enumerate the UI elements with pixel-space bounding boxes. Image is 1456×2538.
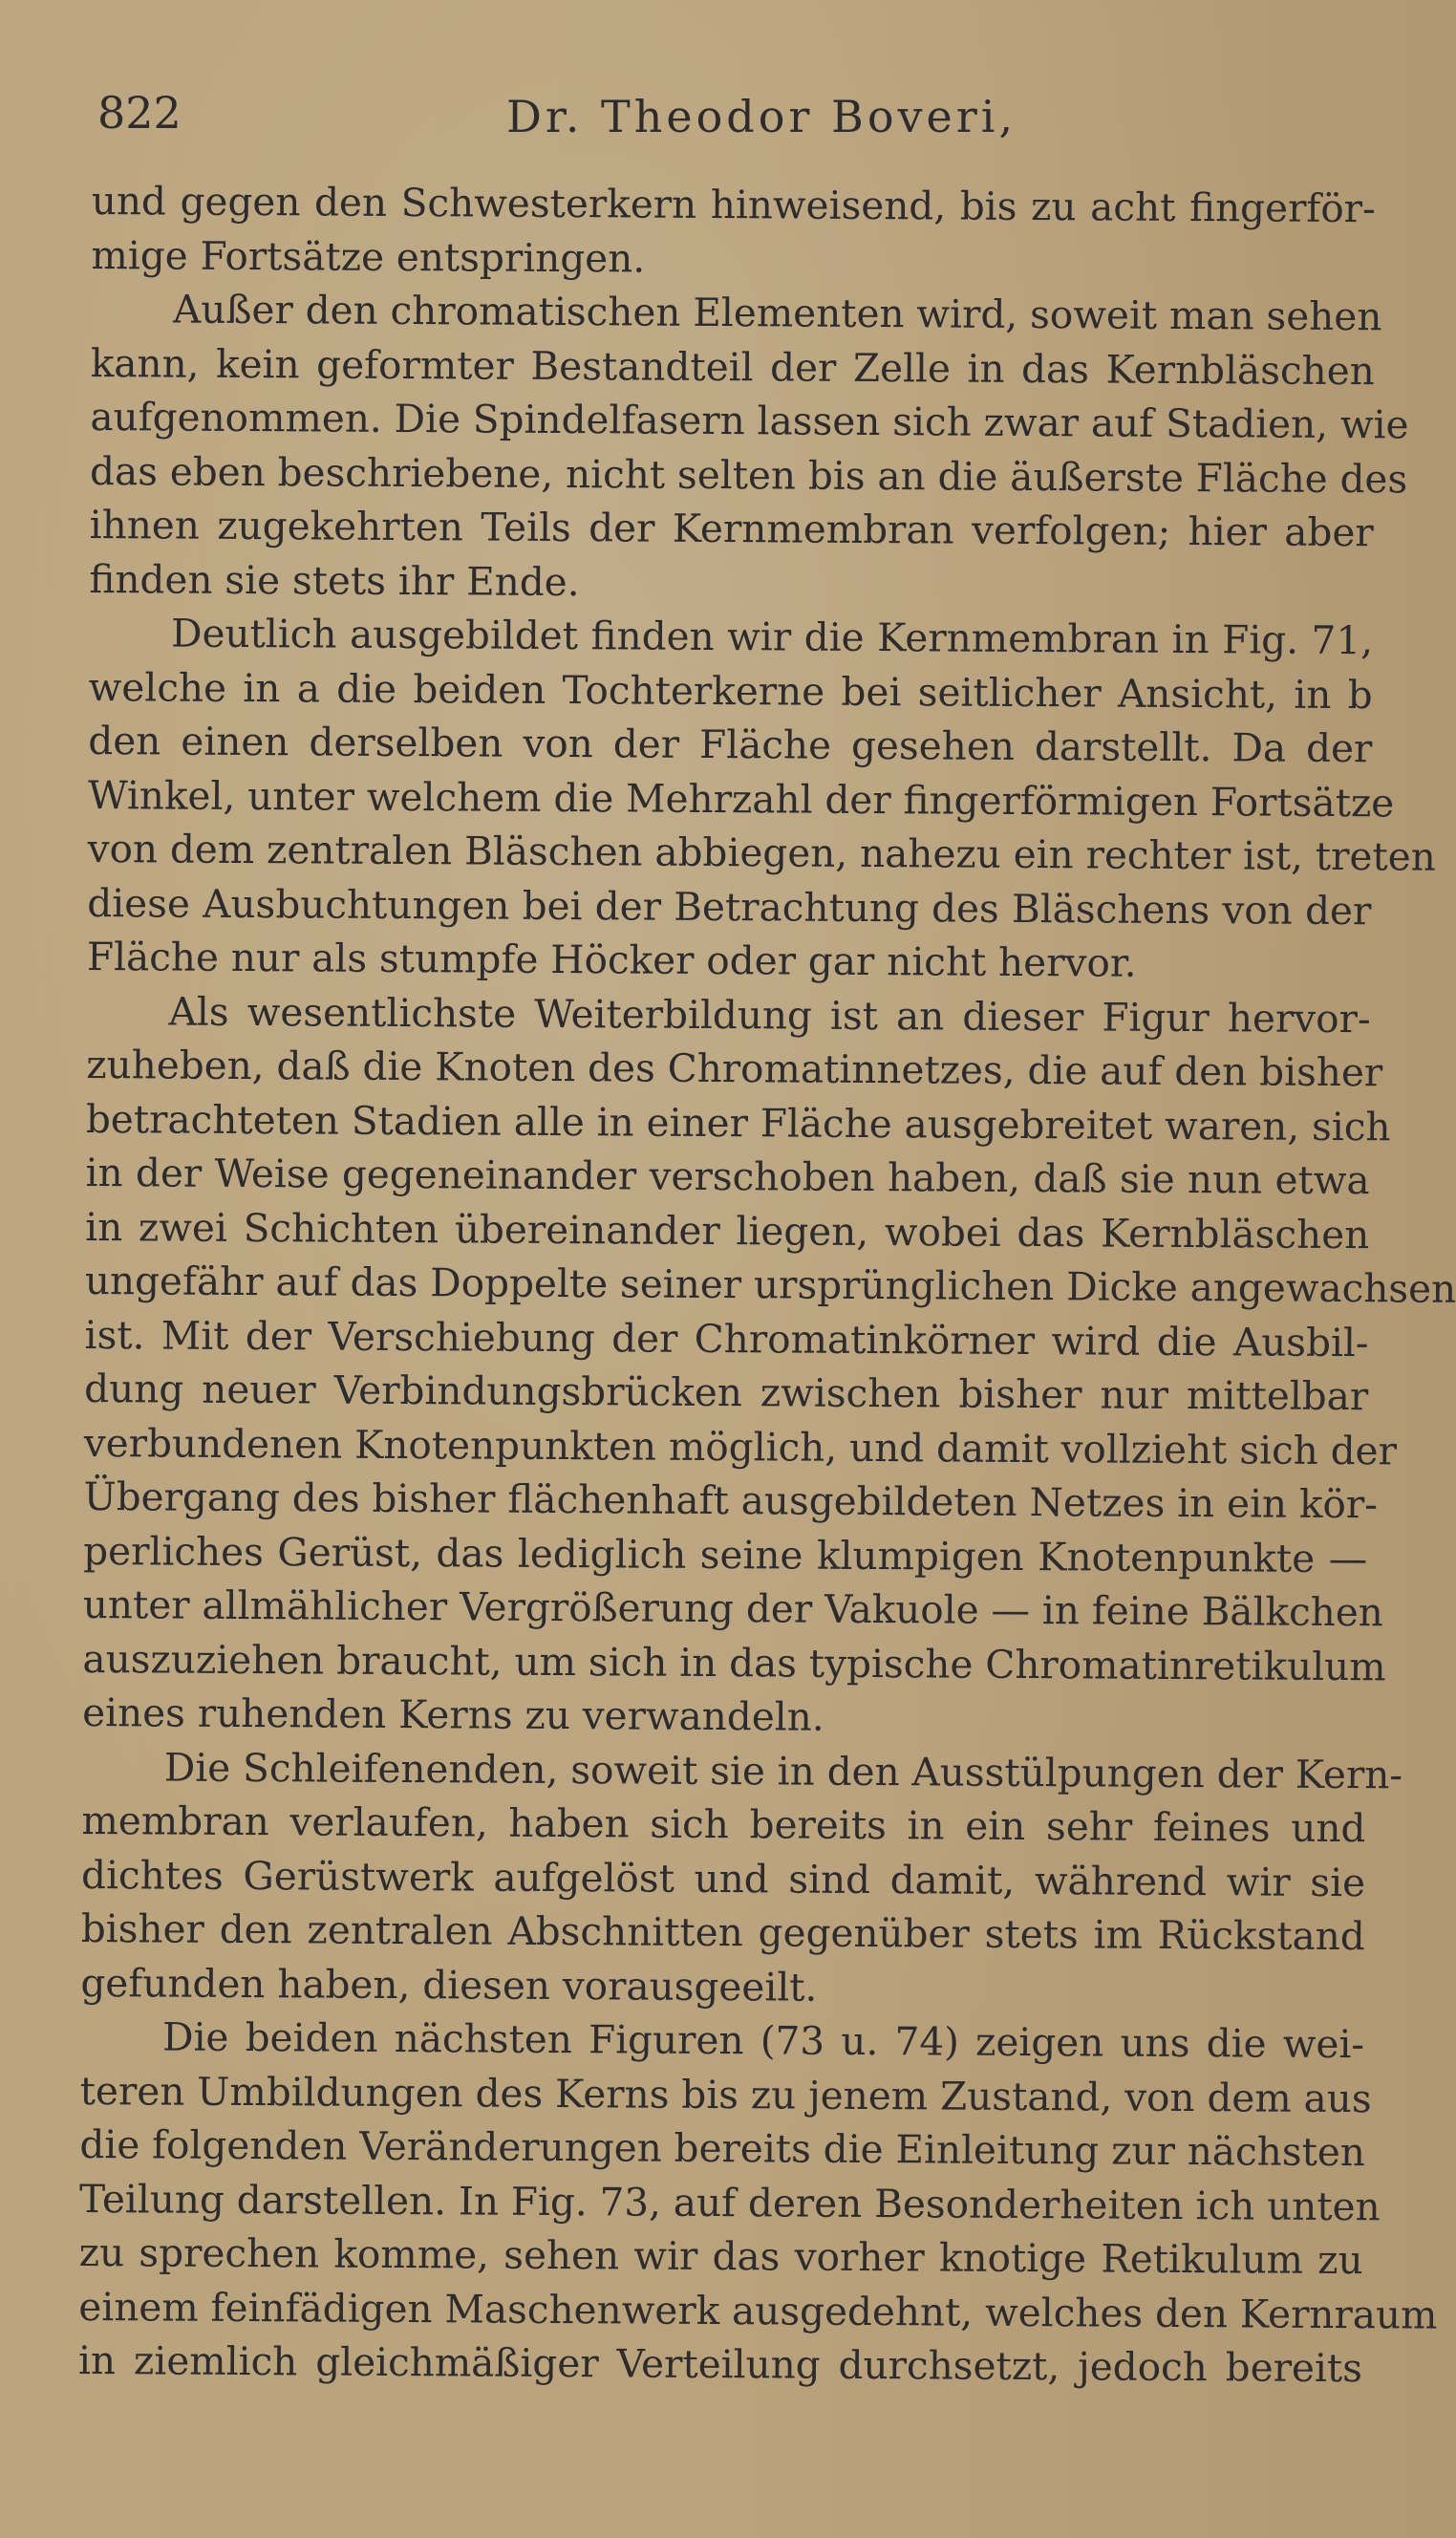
text-line: welche in a die beiden Tochterkerne bei seitlicher Ansicht, in b <box>88 663 1373 718</box>
text-line: Die Schleifenenden, soweit sie in den Ausstülpungen der Kern- <box>163 1743 1403 1797</box>
text-line: in der Weise gegeneinander verschoben haben, daß sie nun etwa <box>85 1149 1370 1204</box>
text-line: dichtes Gerüstwerk aufgelöst und sind damit, während wir sie <box>80 1851 1366 1905</box>
text-line: und gegen den Schwesterkern hinweisend, bis zu acht fingerför- <box>91 177 1376 232</box>
text-line: Übergang des bisher flächenhaft ausgebildeten Netzes in ein kör- <box>83 1473 1379 1528</box>
text-line: Teilung darstellen. In Fig. 73, auf deren Besonderheiten ich unten <box>78 2175 1381 2229</box>
text-line: zu sprechen komme, sehen wir das vorher knotige Retikulum zu <box>78 2228 1363 2284</box>
text-line: perliches Gerüst, das lediglich seine klumpigen Knotenpunkte — <box>83 1527 1368 1581</box>
text-line: Winkel, unter welchem die Mehrzahl der fingerförmigen Fortsätze <box>87 771 1395 826</box>
text-line: gefunden haben, diesen vorausgeeilt. <box>80 1959 818 2011</box>
text-line: Außer den chromatischen Elementen wird, soweit man sehen <box>172 286 1382 340</box>
text-line: membran verlaufen, haben sich bereits in ein sehr feines und <box>81 1796 1366 1852</box>
text-line: ihnen zugekehrten Teils der Kernmembran verfolgen; hier aber <box>89 501 1374 556</box>
text-line: kann, kein geformter Bestandteil der Zelle in das Kernbläschen <box>90 339 1375 394</box>
text-line: in ziemlich gleichmäßiger Verteilung durchsetzt, jedoch bereits <box>77 2336 1363 2392</box>
page-header <box>92 84 1380 141</box>
text-line: unter allmählicher Vergrößerung der Vakuole — in feine Bälkchen <box>82 1581 1384 1636</box>
text-line: die folgenden Veränderungen bereits die Einleitung zur nächsten <box>79 2120 1366 2176</box>
text-line: auszuziehen braucht, um sich in das typische Chromatinretikulum <box>82 1635 1386 1689</box>
text-line: Fläche nur als stumpfe Höcker oder gar nicht hervor. <box>86 933 1137 986</box>
text-line: teren Umbildungen des Kerns bis zu jenem Zustand, von dem aus <box>79 2067 1372 2121</box>
text-line: Die beiden nächsten Figuren (73 u. 74) zeigen uns die wei- <box>161 2013 1365 2068</box>
text-line: das eben beschriebene, nicht selten bis an die äußerste Fläche des <box>89 447 1408 502</box>
text-line: Deutlich ausgebildet finden wir die Kernmembran in Fig. 71, <box>170 610 1374 664</box>
text-line: mige Fortsätze entspringen. <box>91 231 646 282</box>
text-line: betrachteten Stadien alle in einer Fläche ausgebreitet waren, sich <box>85 1095 1391 1150</box>
text-line: finden sie stets ihr Ende. <box>89 555 580 605</box>
text-line: bisher den zentralen Abschnitten gegenüber stets im Rückstand <box>80 1904 1365 1960</box>
text-line: aufgenommen. Die Spindelfasern lassen sich zwar auf Stadien, wie <box>90 393 1409 448</box>
text-line: dung neuer Verbindungsbrücken zwischen bisher nur mittelbar <box>84 1365 1369 1420</box>
text-line: ist. Mit der Verschiebung der Chromatinkörner wird die Ausbil- <box>84 1311 1369 1366</box>
text-line: den einen derselben von der Fläche gesehen darstellt. Da der <box>88 717 1373 772</box>
body-text <box>77 174 1456 2396</box>
text-line: eines ruhenden Kerns zu verwandeln. <box>82 1688 824 1740</box>
text-line: diese Ausbuchtungen bei der Betrachtung des Bläschens von der <box>87 879 1372 934</box>
text-line: Als wesentlichste Weiterbildung ist an dieser Figur hervor- <box>168 988 1371 1042</box>
text-line: verbundenen Knotenpunkten möglich, und damit vollzieht sich der <box>83 1419 1398 1473</box>
text-line: ungefähr auf das Doppelte seiner ursprünglichen Dicke angewachsen <box>84 1257 1456 1312</box>
text-line: einem feinfädigen Maschenwerk ausgedehnt, welches den Kernraum <box>78 2283 1438 2338</box>
page-number: 822 <box>97 87 182 139</box>
text-line: zuheben, daß die Knoten des Chromatinnetzes, die auf den bisher <box>86 1041 1383 1096</box>
text-line: in zwei Schichten übereinander liegen, wobei das Kernbläschen <box>85 1203 1370 1258</box>
running-title: Dr. Theodor Boveri, <box>506 91 1017 142</box>
text-line: von dem zentralen Bläschen abbiegen, nahezu ein rechter ist, treten <box>87 825 1436 880</box>
